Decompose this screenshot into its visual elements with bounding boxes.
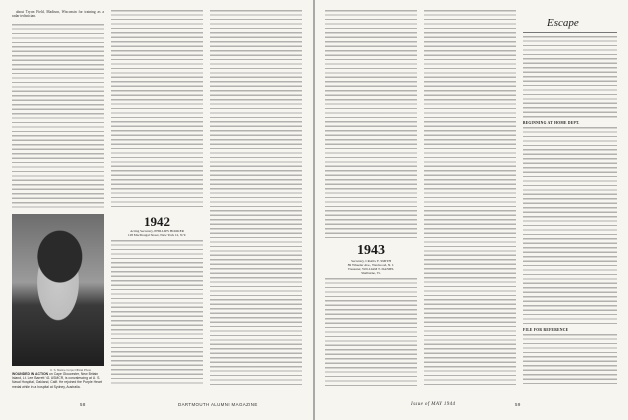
left-column-1 bbox=[12, 10, 104, 24]
right-column-3-body bbox=[523, 36, 617, 118]
section-rule bbox=[523, 32, 617, 33]
left-column-2-lower bbox=[111, 240, 203, 386]
left-column-3-body bbox=[210, 10, 302, 386]
magazine-title: DARTMOUTH ALUMNI MAGAZINE bbox=[178, 402, 258, 407]
caption-lead: WOUNDED IN ACTION bbox=[12, 372, 49, 376]
right-page bbox=[315, 0, 628, 420]
portrait-photo bbox=[12, 214, 104, 366]
left-page bbox=[0, 0, 313, 420]
right-column-3-lower bbox=[523, 334, 617, 386]
class-year-heading: 1942 bbox=[144, 214, 170, 229]
secretary-title-1943: Secretary, CRAIG Y. SMITH bbox=[351, 259, 391, 263]
photo-caption bbox=[12, 372, 104, 389]
right-page-number: 59 bbox=[515, 402, 521, 407]
secretary-address-1943: 89 Wheeler Ave., Westwood, N. J. bbox=[347, 263, 395, 267]
column-intro-text: about Tryon Field, Madison, Wisconsin for training as a radar technician. bbox=[12, 10, 104, 19]
left-column-2-body bbox=[111, 10, 203, 210]
left-column-1-body bbox=[12, 24, 104, 210]
sub-heading-file-reference: FILE FOR REFERENCE bbox=[523, 328, 569, 332]
issue-label: Issue of MAY 1944 bbox=[411, 402, 456, 407]
section-title: Escape bbox=[547, 17, 579, 29]
treasurer-1943: Treasurer, WILLIAM T. DANIEL bbox=[347, 267, 395, 271]
caption-text: on Cape Gloucester, New Britain Island, Lt. Lee Barrett '41 USMCR, is convalescing at U. S. Naval Hospital, Oakland, Calif. He rejoined the Purple Heart medal while in a hospital at Sydney, Australia. bbox=[12, 372, 102, 389]
secretary-name: Acting Secretary, PHILLIPS HOOKER bbox=[130, 229, 184, 233]
class-year-heading-1943: 1943 bbox=[357, 243, 385, 258]
photo-credit: U. S. Marine Corps Official Photo bbox=[50, 368, 92, 372]
treasurer-city-1943: Shelburne, Vt. bbox=[361, 271, 381, 275]
secretary-address: 128 MacDougal Street, New York 12, N.Y. bbox=[127, 233, 187, 237]
right-column-2-body bbox=[424, 10, 516, 386]
sub-heading-home-dept: BEGINNING AT HOME DEPT. bbox=[523, 121, 580, 125]
right-column-1-body bbox=[325, 10, 417, 238]
left-page-number: 58 bbox=[80, 402, 86, 407]
right-column-1-lower bbox=[325, 278, 417, 386]
right-column-3-mid bbox=[523, 127, 617, 325]
